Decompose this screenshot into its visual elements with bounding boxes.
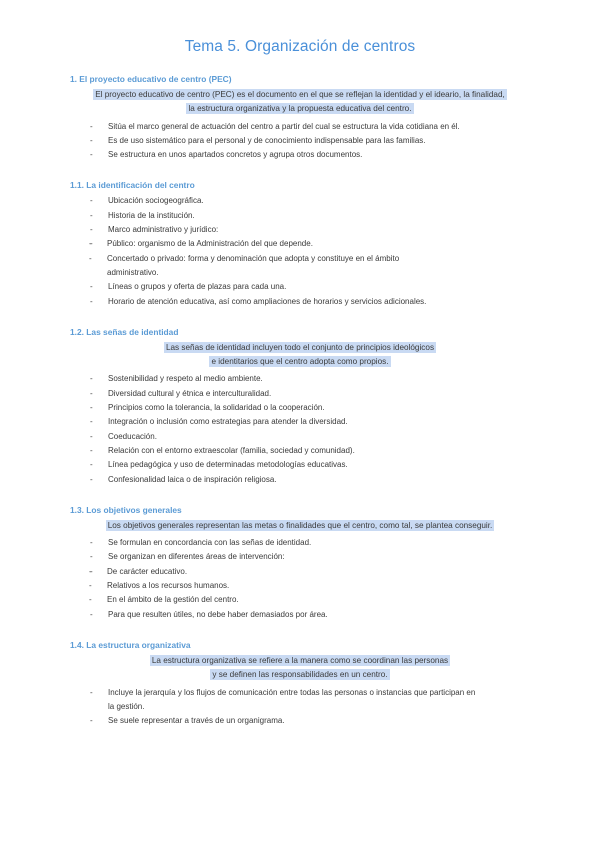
highlight-line: y se definen las responsabilidades en un centro. [212,670,388,680]
section-heading-objetivos: 1.3. Los objetivos generales [70,504,182,515]
sublist-wrapper [70,237,530,280]
highlight-line: La estructura organizativa se refiere a la manera como se coordinan las personas [151,655,449,665]
sub-bullet-list-areas [70,565,530,608]
list-item: - Se estructura en unos apartados concretos y agrupa otros documentos. [70,148,530,162]
sub-list-item: - Relativos a los recursos humanos. [32,579,530,593]
list-item: - Principios como la tolerancia, la solidaridad o la cooperación. [70,401,530,415]
sub-list-item: - Concertado o privado: forma y denominación que adopta y constituye en el ámbito [32,252,530,266]
list-item: - Horario de atención educativa, así como ampliaciones de horarios y servicios adicionales. [70,295,530,309]
bullet-list-senas [70,372,530,486]
list-item: - Sostenibilidad y respeto al medio ambiente. [70,372,530,386]
highlight-line: la estructura organizativa y la propuesta educativa del centro. [188,104,412,114]
list-item: - Sitúa el marco general de actuación del centro a partir del cual se estructura la vida cotidiana en él. [70,120,530,134]
highlight-definition-estructura [70,654,530,683]
list-item [70,686,530,715]
highlight-line: Las señas de identidad incluyen todo el conjunto de principios ideológicos [165,342,435,352]
highlight-line: Los objetivos generales representan las metas o finalidades que el centro, como tal, se plantea conseguir. [107,520,493,530]
list-item: - Relación con el entorno extraescolar (familia, sociedad y comunidad). [70,444,530,458]
bullet-list-objetivos [70,536,530,622]
list-item: - Diversidad cultural y étnica e interculturalidad. [70,387,530,401]
sub-list-item: - - De carácter educativo. [32,565,530,579]
list-item: - Ubicación sociogeográfica. [70,194,530,208]
bullet-list-pec [70,120,530,163]
section-heading-estructura: 1.4. La estructura organizativa [70,639,191,650]
sub-bullet-list-marco [70,237,530,280]
list-item: - Es de uso sistemático para el personal y de conocimiento indispensable para las familias. [70,134,530,148]
list-item: - Se formulan en concordancia con las señas de identidad. [70,536,530,550]
sublist-wrapper [70,565,530,608]
list-item: - Marco administrativo y jurídico: [70,223,530,237]
list-item-continuation: la gestión. [108,701,145,711]
highlight-definition-objetivos [70,519,530,533]
list-item: - Para que resulten útiles, no debe haber demasiados por área. [70,608,530,622]
list-item: - Líneas o grupos y oferta de plazas para cada una. [70,280,530,294]
bullet-list-identificacion [70,194,530,308]
list-item: - Línea pedagógica y uso de determinadas metodologías educativas. [70,458,530,472]
sub-list-item: - En el ámbito de la gestión del centro. [32,593,530,607]
highlight-definition-pec [70,88,530,117]
section-heading-senas: 1.2. Las señas de identidad [70,326,179,337]
sub-list-item-continuation: administrativo. [107,267,159,277]
list-item: - Coeducación. [70,430,530,444]
highlight-line: El proyecto educativo de centro (PEC) es el documento en el que se reflejan la identidad y el ideario, la finalidad, [95,90,505,99]
list-item: - Se suele representar a través de un organigrama. [70,714,530,728]
page-title: Tema 5. Organización de centros [184,38,416,55]
highlight-definition-senas [70,341,530,370]
bullet-list-estructura [70,686,530,729]
sub-list-item: - - Público: organismo de la Administración del que depende. [32,237,530,251]
list-item: - Historia de la institución. [70,209,530,223]
highlight-line: e identitarios que el centro adopta como propios. [211,357,389,367]
list-item-text: Incluye la jerarquía y los flujos de comunicación entre todas las personas o instancias que participan en [108,687,476,697]
list-item: - Confesionalidad laica o de inspiración religiosa. [70,473,530,487]
section-heading-pec: 1. El proyecto educativo de centro (PEC) [70,74,232,84]
section-heading-identificacion: 1.1. La identificación del centro [70,180,195,191]
list-item: - Integración o inclusión como estrategias para atender la diversidad. [70,415,530,429]
list-item: - Se organizan en diferentes áreas de intervención: [70,550,530,564]
